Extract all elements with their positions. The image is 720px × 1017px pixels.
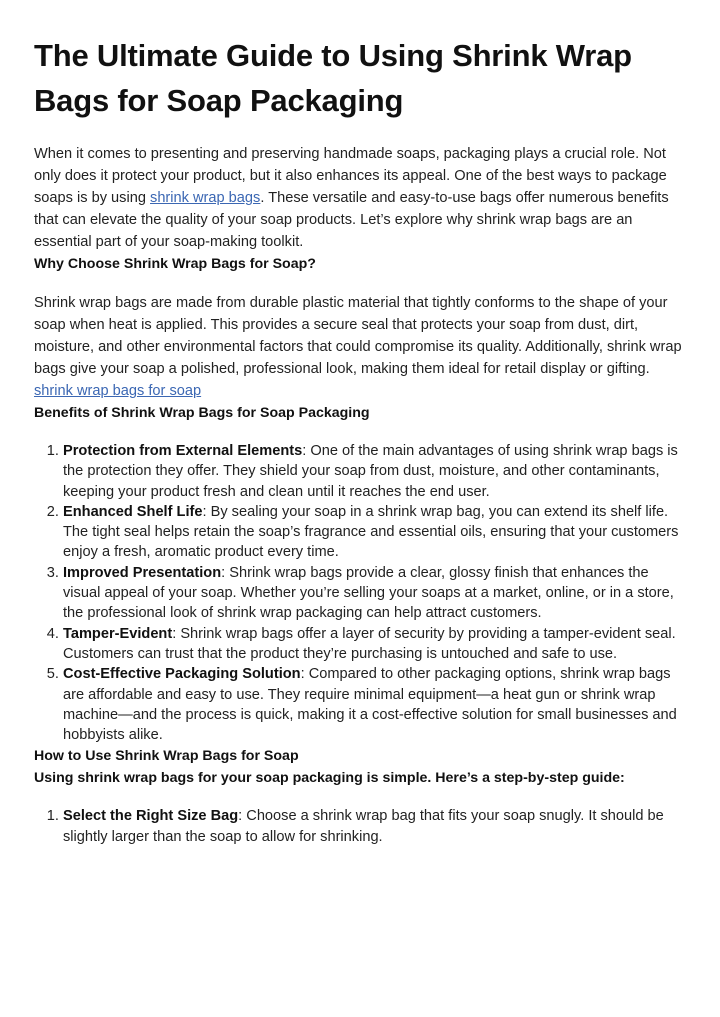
benefit-title: Cost-Effective Packaging Solution [63, 666, 301, 683]
step-by-step-intro-heading: Using shrink wrap bags for your soap packaging is simple. Here’s a step-by-step guide: [34, 770, 625, 787]
benefits-list [34, 441, 686, 745]
benefit-title: Protection from External Elements [63, 443, 303, 459]
intro-paragraph [34, 143, 686, 253]
list-item [63, 806, 686, 847]
list-item [63, 502, 686, 563]
benefit-text: : One of the main advantages of using shrink wrap bags is the protection they offer. They shield your soap from dust, moisture, and other contaminants, keeping your product fresh and clean until it reaches the end user. [63, 443, 678, 500]
step-title: Select the Right Size Bag [63, 808, 239, 825]
why-choose-heading: Why Choose Shrink Wrap Bags for Soap? [34, 256, 316, 272]
shrink-wrap-bags-link[interactable]: shrink wrap bags [150, 190, 261, 206]
benefit-title: Improved Presentation [63, 564, 222, 581]
step-text: : Choose a shrink wrap bag that fits your soap snugly. It should be slightly larger than the soap to allow for shrinking. [63, 808, 664, 845]
benefit-text: : Shrink wrap bags offer a layer of security by providing a tamper-evident seal. Customers can trust that the product they’re purchasing is untouched and safe to use. [63, 625, 676, 662]
list-item [63, 624, 686, 665]
benefit-text: : Shrink wrap bags provide a clear, glossy finish that enhances the visual appeal of your soap. Whether you’re selling your soaps at a market, online, or in a store, the professional look of shrink wrap packaging can help attract customers. [63, 564, 674, 622]
how-to-use-heading: How to Use Shrink Wrap Bags for Soap [34, 748, 299, 765]
why-choose-text: Shrink wrap bags are made from durable plastic material that tightly conforms to the shape of your soap when heat is applied. This provides a secure seal that protects your soap from dust, dirt, moisture, and other environmental factors that could compromise its quality. Additionally, shrink wrap bags give your soap a polished, professional look, making them ideal for retail display or gifting. [34, 295, 682, 377]
list-item [63, 441, 686, 502]
benefits-heading: Benefits of Shrink Wrap Bags for Soap Packaging [34, 405, 370, 421]
steps-list [34, 806, 686, 847]
benefit-title: Tamper-Evident [63, 625, 173, 642]
page-title: The Ultimate Guide to Using Shrink Wrap Bags for Soap Packaging [34, 38, 632, 118]
shrink-wrap-bags-for-soap-link[interactable]: shrink wrap bags for soap [34, 383, 202, 399]
list-item [63, 664, 686, 745]
list-item [63, 563, 686, 624]
intro-text-before-link: When it comes to presenting and preserving handmade soaps, packaging plays a crucial role. Not only does it protect your product, but it also enhances its appeal. One of the best ways to package soaps is by using [34, 146, 667, 206]
benefit-text: : Compared to other packaging options, shrink wrap bags are affordable and easy to use. They require minimal equipment—a heat gun or shrink wrap machine—and the process is quick, making it a cost-effective solution for small businesses and hobbyists alike. [63, 666, 677, 744]
intro-text-after-link: . These versatile and easy-to-use bags offer numerous benefits that can elevate the quality of your soap products. Let’s explore why shrink wrap bags are an essential part of your soap-making toolkit. [34, 190, 669, 250]
benefit-title: Enhanced Shelf Life [63, 503, 203, 520]
why-choose-paragraph [34, 292, 686, 402]
benefit-text: : By sealing your soap in a shrink wrap bag, you can extend its shelf life. The tight seal helps retain the soap’s fragrance and essential oils, ensuring that your customers enjoy a fresh, aromatic product every time. [63, 503, 679, 561]
